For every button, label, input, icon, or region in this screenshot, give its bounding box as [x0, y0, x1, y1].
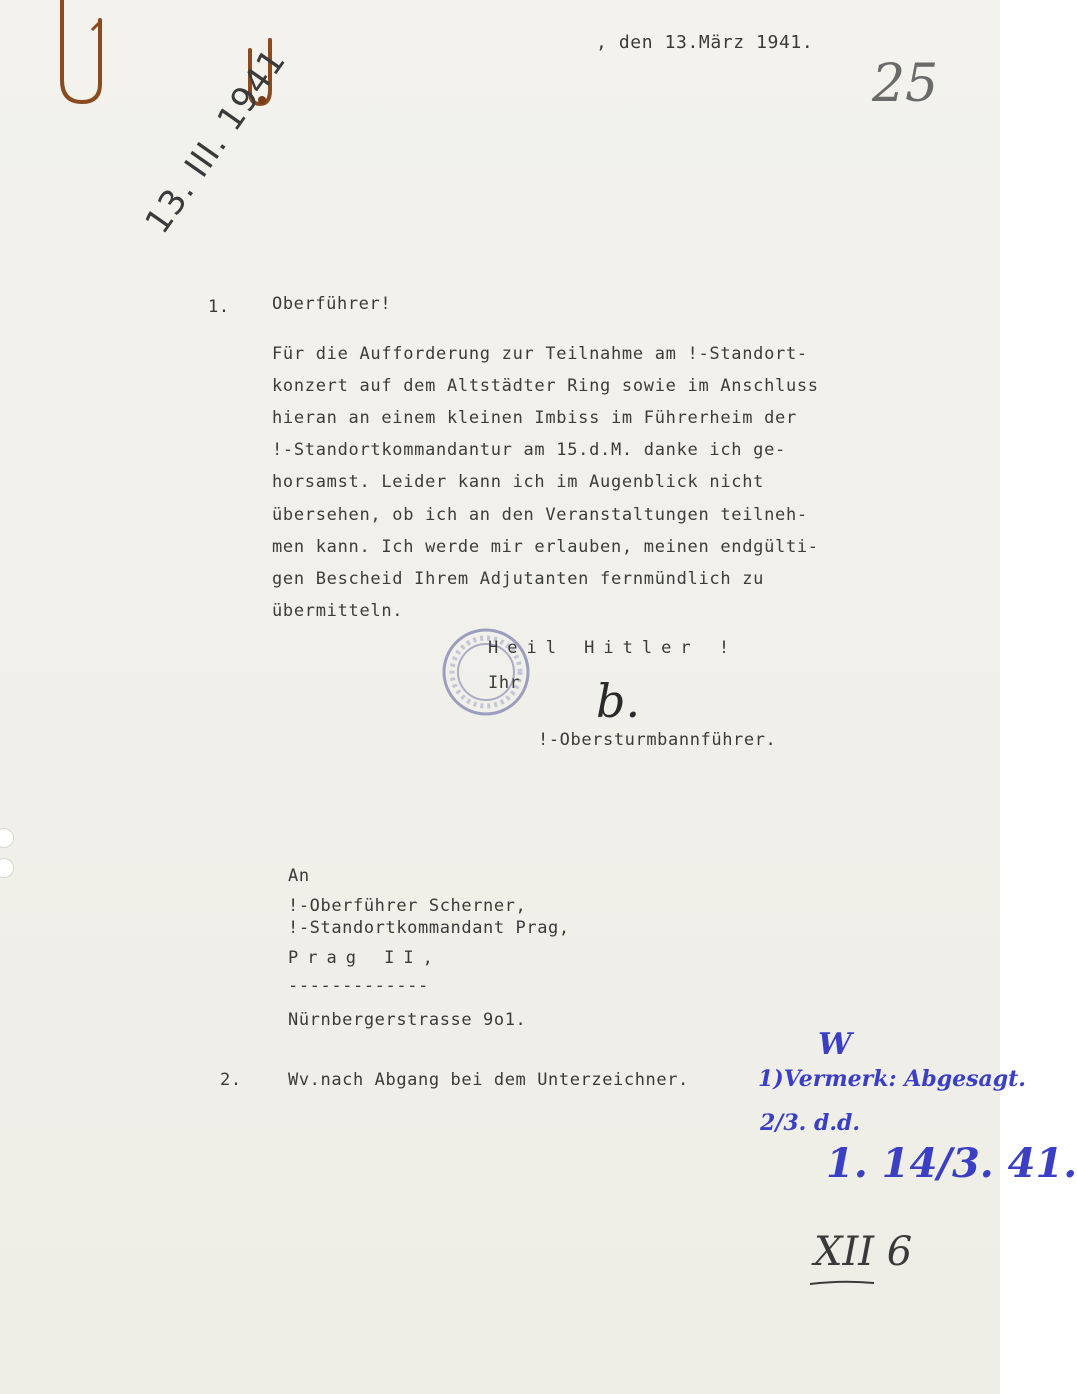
item-2-text: Wv.nach Abgang bei dem Unterzeichner. [288, 1070, 689, 1090]
body-line: konzert auf dem Altstädter Ring sowie im Anschluss [272, 376, 819, 396]
address-line-2: !-Standortkommandant Prag, [288, 918, 570, 938]
signatory-rank: !-Obersturmbannführer. [538, 730, 777, 750]
address-line-1: !-Oberführer Scherner, [288, 896, 527, 916]
blue-note-line-1: 1)Vermerk: Abgesagt. [758, 1066, 1026, 1092]
handwritten-page-number: 25 [872, 54, 939, 114]
body-line: !-Standortkommandantur am 15.d.M. danke ich ge- [272, 440, 786, 460]
body-line: gen Bescheid Ihrem Adjutanten fernmündlich zu [272, 569, 765, 589]
blue-note-line-3: 1. 14/3. 41. [826, 1140, 1077, 1187]
body-line: horsamst. Leider kann ich im Augenblick nicht [272, 472, 765, 492]
closing-greeting: Heil Hitler ! [488, 638, 739, 658]
archive-mark-underline [808, 1278, 878, 1288]
body-line: übersehen, ob ich an den Veranstaltungen teilneh- [272, 505, 808, 525]
date-line: , den 13.März 1941. [596, 32, 814, 53]
closing-ihr: Ihr [488, 673, 521, 693]
blue-note-line-2: 2/3. d.d. [760, 1110, 861, 1136]
body-line: hieran an einem kleinen Imbiss im Führerheim der [272, 408, 797, 428]
body-line: men kann. Ich werde mir erlauben, meinen endgülti- [272, 537, 819, 557]
punch-hole [0, 858, 14, 878]
initials-signature: b. [596, 674, 641, 728]
address-city: Prag II, [288, 948, 442, 968]
body-line: Für die Aufforderung zur Teilnahme am !-Standort- [272, 344, 808, 364]
item-number-1: 1. [208, 297, 230, 317]
address-an: An [288, 866, 310, 886]
address-street: Nürnbergerstrasse 9o1. [288, 1010, 527, 1030]
body-line: übermitteln. [272, 601, 404, 621]
blue-note-mark: W [818, 1027, 852, 1062]
punch-hole [0, 828, 14, 848]
item-number-2: 2. [220, 1070, 242, 1090]
address-separator: ------------- [288, 976, 429, 996]
archive-mark: XII 6 [814, 1229, 913, 1275]
salutation: Oberführer! [272, 294, 392, 314]
received-date-stamp: 13. III. 1941 [137, 41, 295, 242]
